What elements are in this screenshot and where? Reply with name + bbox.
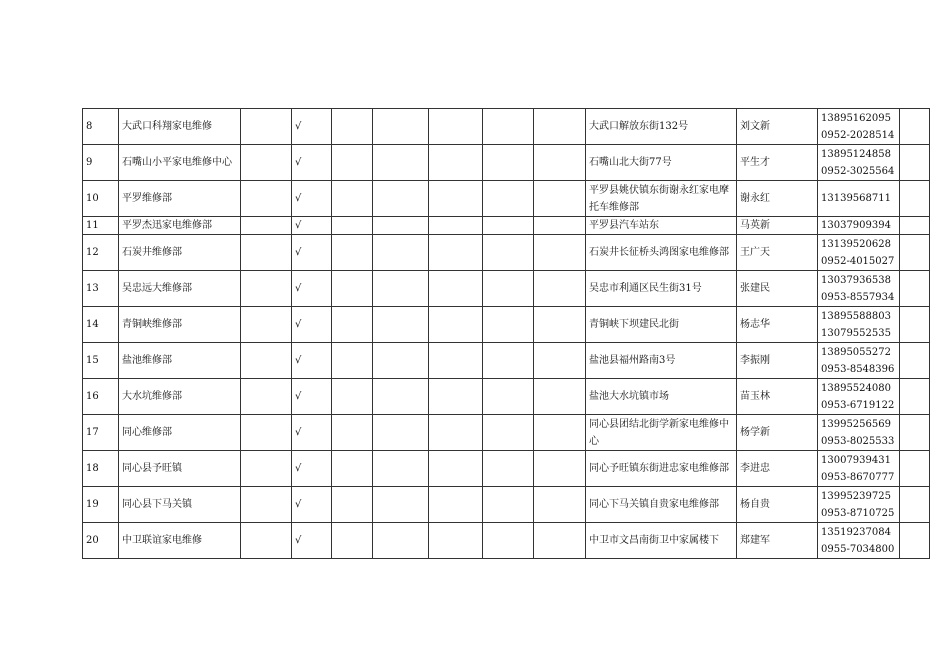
empty-cell [483,145,534,181]
empty-cell [332,217,373,235]
phone-cell [818,235,900,271]
empty-cell [534,109,586,145]
check-mark: √ [292,235,332,271]
empty-cell [241,343,292,379]
phone-number: 0953-8710725 [821,507,895,519]
empty-cell [483,487,534,523]
phone-cell [818,487,900,523]
table-row [83,451,930,487]
contact-person: 李进忠 [737,451,818,487]
check-mark: √ [292,271,332,307]
contact-person: 刘文新 [737,109,818,145]
phone-cell [818,343,900,379]
empty-cell [900,487,930,523]
empty-cell [241,181,292,217]
row-number: 17 [83,415,119,451]
empty-cell [429,181,483,217]
empty-cell [534,307,586,343]
row-number: 14 [83,307,119,343]
empty-cell [534,487,586,523]
row-number: 11 [83,217,119,235]
phone-cell [818,217,900,235]
empty-cell [241,379,292,415]
check-mark: √ [292,487,332,523]
row-number: 13 [83,271,119,307]
station-name: 同心县下马关镇 [119,487,241,523]
phone-number: 13139568711 [821,193,891,204]
station-address: 盐池县福州路南3号 [586,343,737,379]
empty-cell [483,451,534,487]
phone-cell [818,379,900,415]
empty-cell [332,379,373,415]
empty-cell [483,217,534,235]
phone-cell [818,523,900,559]
phone-number: 0952-4015027 [821,255,895,267]
empty-cell [900,109,930,145]
empty-cell [373,487,429,523]
station-address: 石炭井长征桥头鸿图家电维修部 [586,235,737,271]
empty-cell [483,235,534,271]
station-name: 同心维修部 [119,415,241,451]
phone-cell [818,109,900,145]
check-mark: √ [292,145,332,181]
empty-cell [429,145,483,181]
table-row [83,217,930,235]
phone-number: 13007939431 [821,454,891,466]
station-name: 同心县予旺镇 [119,451,241,487]
empty-cell [332,307,373,343]
empty-cell [534,145,586,181]
phone-number: 13995239725 [821,490,891,502]
contact-person: 谢永红 [737,181,818,217]
check-mark: √ [292,451,332,487]
phone-cell [818,271,900,307]
phone-number: 0952-3025564 [821,165,895,177]
table-row [83,181,930,217]
empty-cell [241,523,292,559]
table-row [83,415,930,451]
empty-cell [241,217,292,235]
empty-cell [373,271,429,307]
empty-cell [332,181,373,217]
empty-cell [429,271,483,307]
phone-cell [818,181,900,217]
table-row [83,145,930,181]
phone-cell [818,307,900,343]
empty-cell [241,271,292,307]
empty-cell [373,307,429,343]
empty-cell [900,271,930,307]
empty-cell [429,379,483,415]
station-address: 青铜峡下坝建民北街 [586,307,737,343]
empty-cell [483,271,534,307]
phone-number: 13139520628 [821,238,891,250]
table-row [83,487,930,523]
phone-cell [818,415,900,451]
phone-cell [818,451,900,487]
empty-cell [534,379,586,415]
station-address: 盐池大水坑镇市场 [586,379,737,415]
row-number: 8 [83,109,119,145]
empty-cell [483,181,534,217]
row-number: 12 [83,235,119,271]
empty-cell [483,343,534,379]
empty-cell [332,235,373,271]
check-mark: √ [292,181,332,217]
empty-cell [534,271,586,307]
empty-cell [373,379,429,415]
empty-cell [534,451,586,487]
station-address: 大武口解放东街132号 [586,109,737,145]
empty-cell [429,235,483,271]
phone-number: 13037909394 [821,220,891,231]
row-number: 9 [83,145,119,181]
row-number: 10 [83,181,119,217]
station-address: 同心予旺镇东街进忠家电维修部 [586,451,737,487]
table-row [83,109,930,145]
empty-cell [900,415,930,451]
empty-cell [332,145,373,181]
empty-cell [241,109,292,145]
row-number: 20 [83,523,119,559]
empty-cell [483,379,534,415]
empty-cell [332,487,373,523]
empty-cell [241,145,292,181]
empty-cell [429,451,483,487]
contact-person: 李振刚 [737,343,818,379]
row-number: 15 [83,343,119,379]
empty-cell [332,523,373,559]
phone-number: 13895055272 [821,346,891,358]
phone-number: 0955-7034800 [821,543,895,555]
phone-number: 13895124858 [821,148,891,160]
contact-person: 苗玉林 [737,379,818,415]
station-address: 同心县团结北街学新家电维修中心 [586,415,737,451]
table-row [83,523,930,559]
contact-person: 杨自贵 [737,487,818,523]
empty-cell [373,145,429,181]
phone-number: 13519237084 [821,526,891,538]
phone-number: 13079552535 [821,327,891,339]
empty-cell [534,523,586,559]
contact-person: 郑建军 [737,523,818,559]
empty-cell [373,415,429,451]
station-name: 盐池维修部 [119,343,241,379]
empty-cell [373,235,429,271]
station-name: 平罗杰迅家电维修部 [119,217,241,235]
empty-cell [483,523,534,559]
station-name: 青铜峡维修部 [119,307,241,343]
phone-number: 0953-8670777 [821,471,895,483]
station-name: 大武口科翔家电维修 [119,109,241,145]
check-mark: √ [292,217,332,235]
station-address: 平罗县姚伏镇东街谢永红家电摩托车维修部 [586,181,737,217]
empty-cell [900,181,930,217]
empty-cell [900,235,930,271]
empty-cell [241,451,292,487]
empty-cell [900,523,930,559]
station-address: 平罗县汽车站东 [586,217,737,235]
contact-person: 平生才 [737,145,818,181]
phone-number: 13995256569 [821,418,891,430]
row-number: 16 [83,379,119,415]
empty-cell [241,307,292,343]
empty-cell [373,523,429,559]
station-address: 同心下马关镇自贵家电维修部 [586,487,737,523]
table-body [83,109,930,559]
row-number: 19 [83,487,119,523]
empty-cell [241,235,292,271]
empty-cell [429,307,483,343]
phone-number: 13037936538 [821,274,891,286]
empty-cell [429,487,483,523]
phone-number: 0953-8557934 [821,291,895,303]
station-name: 大水坑维修部 [119,379,241,415]
station-name: 吴忠远大维修部 [119,271,241,307]
empty-cell [534,343,586,379]
check-mark: √ [292,343,332,379]
empty-cell [241,487,292,523]
phone-number: 13895524080 [821,382,891,394]
empty-cell [373,109,429,145]
check-mark: √ [292,415,332,451]
table-row [83,271,930,307]
check-mark: √ [292,307,332,343]
phone-number: 0952-2028514 [821,129,895,141]
phone-number: 0953-8548396 [821,363,895,375]
empty-cell [332,271,373,307]
table-row [83,379,930,415]
empty-cell [373,451,429,487]
empty-cell [534,415,586,451]
empty-cell [534,235,586,271]
empty-cell [429,217,483,235]
empty-cell [241,415,292,451]
contact-person: 张建民 [737,271,818,307]
check-mark: √ [292,379,332,415]
empty-cell [483,109,534,145]
empty-cell [900,343,930,379]
station-address: 吴忠市利通区民生街31号 [586,271,737,307]
phone-cell [818,145,900,181]
empty-cell [429,109,483,145]
empty-cell [429,343,483,379]
row-number: 18 [83,451,119,487]
empty-cell [373,217,429,235]
station-name: 石嘴山小平家电维修中心 [119,145,241,181]
phone-number: 13895162095 [821,112,891,124]
station-address: 石嘴山北大街77号 [586,145,737,181]
table-row [83,307,930,343]
empty-cell [900,451,930,487]
empty-cell [900,379,930,415]
contact-person: 马英新 [737,217,818,235]
station-name: 平罗维修部 [119,181,241,217]
empty-cell [332,343,373,379]
empty-cell [429,523,483,559]
repair-station-table [82,108,930,559]
phone-number: 0953-8025533 [821,435,895,447]
station-name: 中卫联谊家电维修 [119,523,241,559]
empty-cell [373,343,429,379]
empty-cell [483,415,534,451]
phone-number: 0953-6719122 [821,399,895,411]
empty-cell [332,109,373,145]
empty-cell [483,307,534,343]
station-name: 石炭井维修部 [119,235,241,271]
empty-cell [373,181,429,217]
station-address: 中卫市文昌南街卫中家属楼下 [586,523,737,559]
check-mark: √ [292,523,332,559]
contact-person: 王广天 [737,235,818,271]
empty-cell [900,217,930,235]
empty-cell [332,451,373,487]
table-row [83,235,930,271]
empty-cell [332,415,373,451]
empty-cell [534,181,586,217]
check-mark: √ [292,109,332,145]
table-row [83,343,930,379]
phone-number: 13895588803 [821,310,891,322]
empty-cell [534,217,586,235]
contact-person: 杨学新 [737,415,818,451]
empty-cell [900,307,930,343]
contact-person: 杨志华 [737,307,818,343]
empty-cell [900,145,930,181]
empty-cell [429,415,483,451]
